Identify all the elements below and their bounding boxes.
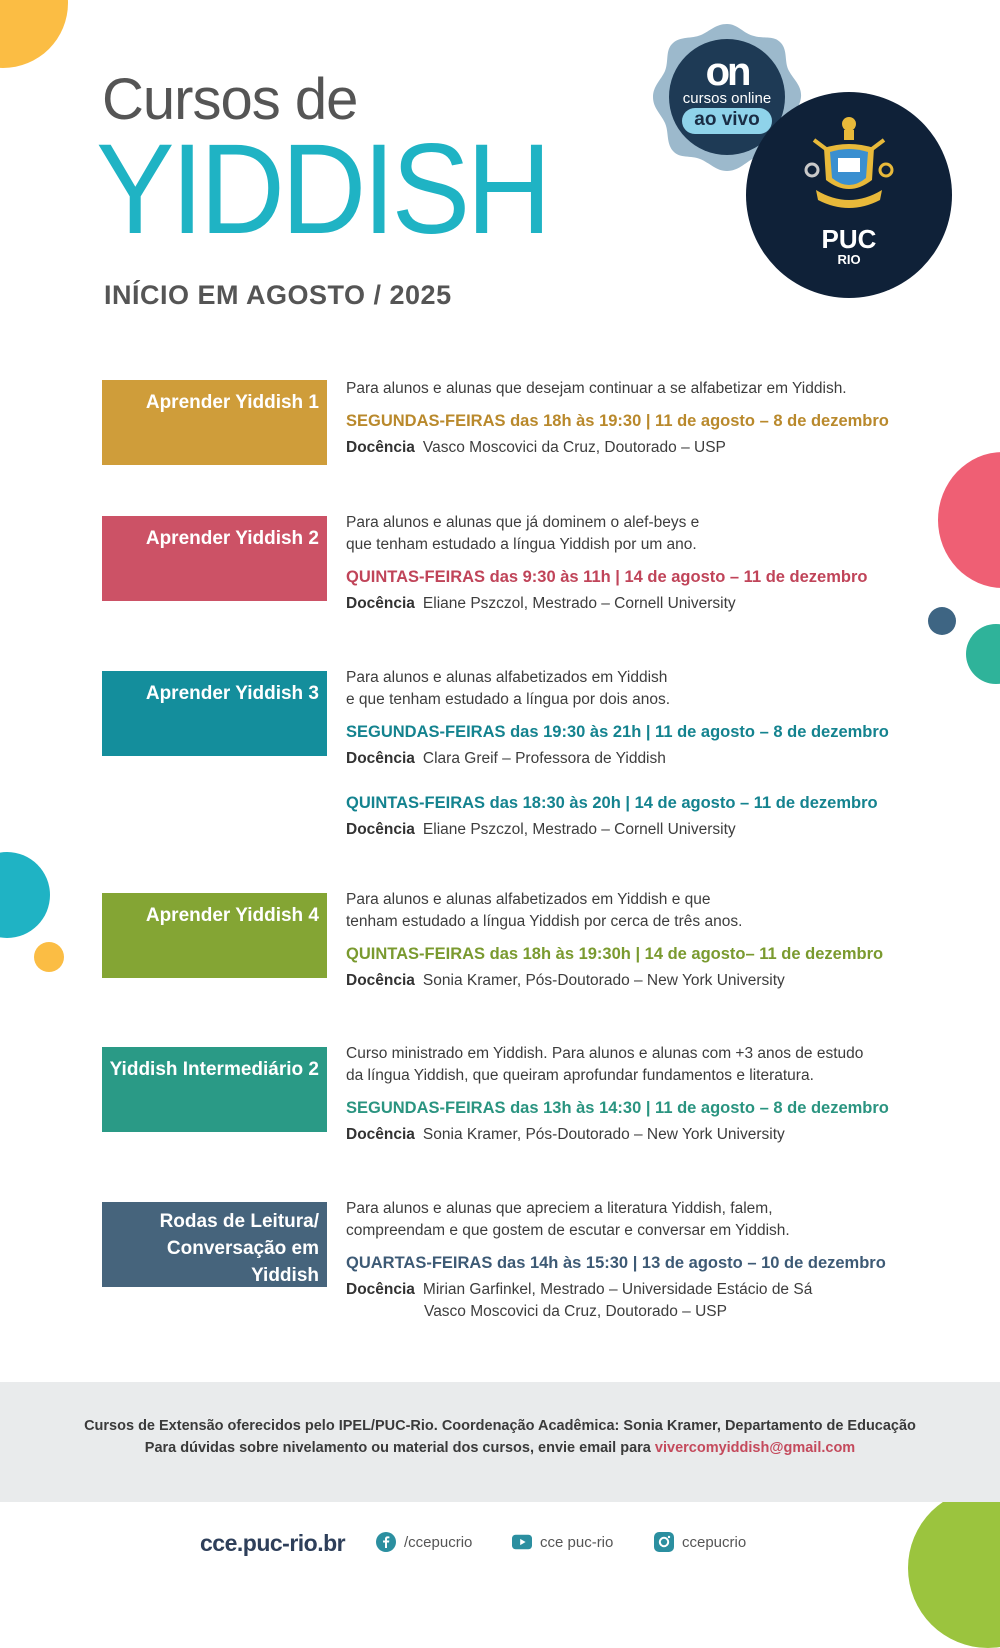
decorative-dot-green-small (966, 624, 1000, 684)
decorative-dot-yellow-top (0, 0, 68, 68)
course-info (346, 889, 906, 992)
course-title-line2: Conversação em Yiddish (166, 1238, 319, 1286)
course-description: Para alunos e alunas alfabetizados em Yiddish e que tenham estudado a língua por dois anos. (346, 669, 671, 708)
footer-credits: Cursos de Extensão oferecidos pelo IPEL/PUC-Rio. Coordenação Acadêmica: Sonia Kramer, Departamento de Educação (84, 1418, 916, 1434)
course-description: Para alunos e alunas que já dominem o alef-beys e que tenham estudado a língua Yiddish por um ano. (346, 514, 700, 553)
contact-email-link[interactable]: vivercomyiddish@gmail.com (654, 1440, 856, 1456)
page-title: YIDDISH (96, 118, 548, 261)
course-title: Aprender Yiddish 2 (145, 528, 319, 549)
course-info (346, 1198, 906, 1323)
course-teacher: Docência Eliane Pszczol, Mestrado – Cornell University (346, 595, 736, 612)
course-teacher-2: Docência Eliane Pszczol, Mestrado – Cornell University (346, 821, 736, 838)
puc-city: RIO (837, 252, 861, 267)
course-title-box (102, 516, 327, 601)
puc-name: PUC (821, 224, 877, 254)
course-teacher: Docência Sonia Kramer, Pós-Doutorado – New York University (346, 972, 785, 989)
course-description: Para alunos e alunas que desejam continuar a se alfabetizar em Yiddish. (346, 380, 847, 397)
decorative-dot-navy-small (928, 607, 956, 635)
course-teacher: Docência Clara Greif – Professora de Yiddish (346, 750, 666, 767)
course-teacher: Docência Sonia Kramer, Pós-Doutorado – New York University (346, 1126, 785, 1143)
course-info (346, 667, 906, 841)
course-teacher-extra: Vasco Moscovici da Cruz, Doutorado – USP (424, 1303, 727, 1320)
course-title-box (102, 1047, 327, 1132)
course-schedule: SEGUNDAS-FEIRAS das 18h às 19:30 | 11 de agosto – 8 de dezembro (346, 412, 889, 430)
course-info (346, 378, 906, 459)
website-link[interactable]: cce.puc-rio.br (200, 1530, 346, 1556)
footer-band (0, 1382, 1000, 1502)
course-schedule: QUINTAS-FEIRAS das 18h às 19:30h | 14 de agosto– 11 de dezembro (346, 945, 884, 963)
course-teacher: Docência Mirian Garfinkel, Mestrado – Universidade Estácio de Sá (346, 1281, 813, 1298)
youtube-icon (512, 1532, 532, 1552)
course-title: Aprender Yiddish 4 (145, 905, 319, 926)
course-title-box (102, 893, 327, 978)
youtube-handle: cce puc-rio (540, 1533, 614, 1551)
course-description: Para alunos e alunas alfabetizados em Yiddish e que tenham estudado a língua Yiddish por cerca de três anos. (346, 891, 743, 930)
course-info (346, 1043, 906, 1146)
decorative-dot-lime-bottom (908, 1488, 1000, 1648)
course-schedule: QUINTAS-FEIRAS das 9:30 às 11h | 14 de agosto – 11 de dezembro (346, 568, 868, 586)
footer-contact: Para dúvidas sobre nivelamento ou material dos cursos, envie email para vivercomyiddish@gmail.com (144, 1440, 856, 1456)
course-info (346, 512, 906, 615)
facebook-handle: /ccepucrio (404, 1533, 473, 1551)
puc-crest-icon (794, 110, 904, 220)
decorative-dot-teal-left (0, 852, 50, 938)
instagram-handle: ccepucrio (682, 1533, 747, 1551)
course-description: Curso ministrado em Yiddish. Para alunos e alunas com +3 anos de estudo da língua Yiddish, que queiram aprofundar fundamentos e literatura. (346, 1045, 864, 1084)
course-schedule: QUARTAS-FEIRAS das 14h às 15:30 | 13 de agosto – 10 de dezembro (346, 1254, 886, 1272)
facebook-link[interactable] (376, 1532, 472, 1552)
puc-rio-logo (746, 92, 952, 298)
course-title: Aprender Yiddish 1 (145, 392, 319, 413)
start-date: INÍCIO EM AGOSTO / 2025 (104, 280, 452, 310)
badge-line2: ao vivo (694, 109, 760, 130)
course-title-box (102, 1202, 327, 1287)
decorative-dot-pink (938, 452, 1000, 588)
decorative-dot-yellow-small (34, 942, 64, 972)
course-title-box (102, 671, 327, 756)
course-schedule-2: QUINTAS-FEIRAS das 18:30 às 20h | 14 de agosto – 11 de dezembro (346, 794, 878, 812)
badge-line1: cursos online (682, 90, 772, 107)
facebook-icon (376, 1532, 396, 1552)
course-description: Para alunos e alunas que apreciem a literatura Yiddish, falem, compreendam e que gostem de escutar e conversar em Yiddish. (346, 1200, 790, 1239)
instagram-link[interactable] (654, 1532, 746, 1552)
course-teacher: Docência Vasco Moscovici da Cruz, Doutorado – USP (346, 439, 726, 456)
instagram-icon (654, 1532, 674, 1552)
course-title-box (102, 380, 327, 465)
header-line1: Cursos de (102, 67, 358, 132)
course-schedule: SEGUNDAS-FEIRAS das 19:30 às 21h | 11 de agosto – 8 de dezembro (346, 723, 889, 741)
badge-brand: on (705, 50, 749, 94)
course-title: Yiddish Intermediário 2 (109, 1059, 319, 1080)
course-schedule: SEGUNDAS-FEIRAS das 13h às 14:30 | 11 de agosto – 8 de dezembro (346, 1099, 889, 1117)
course-title: Aprender Yiddish 3 (145, 683, 319, 704)
course-title-line1: Rodas de Leitura/ (159, 1211, 319, 1232)
youtube-link[interactable] (512, 1532, 613, 1552)
